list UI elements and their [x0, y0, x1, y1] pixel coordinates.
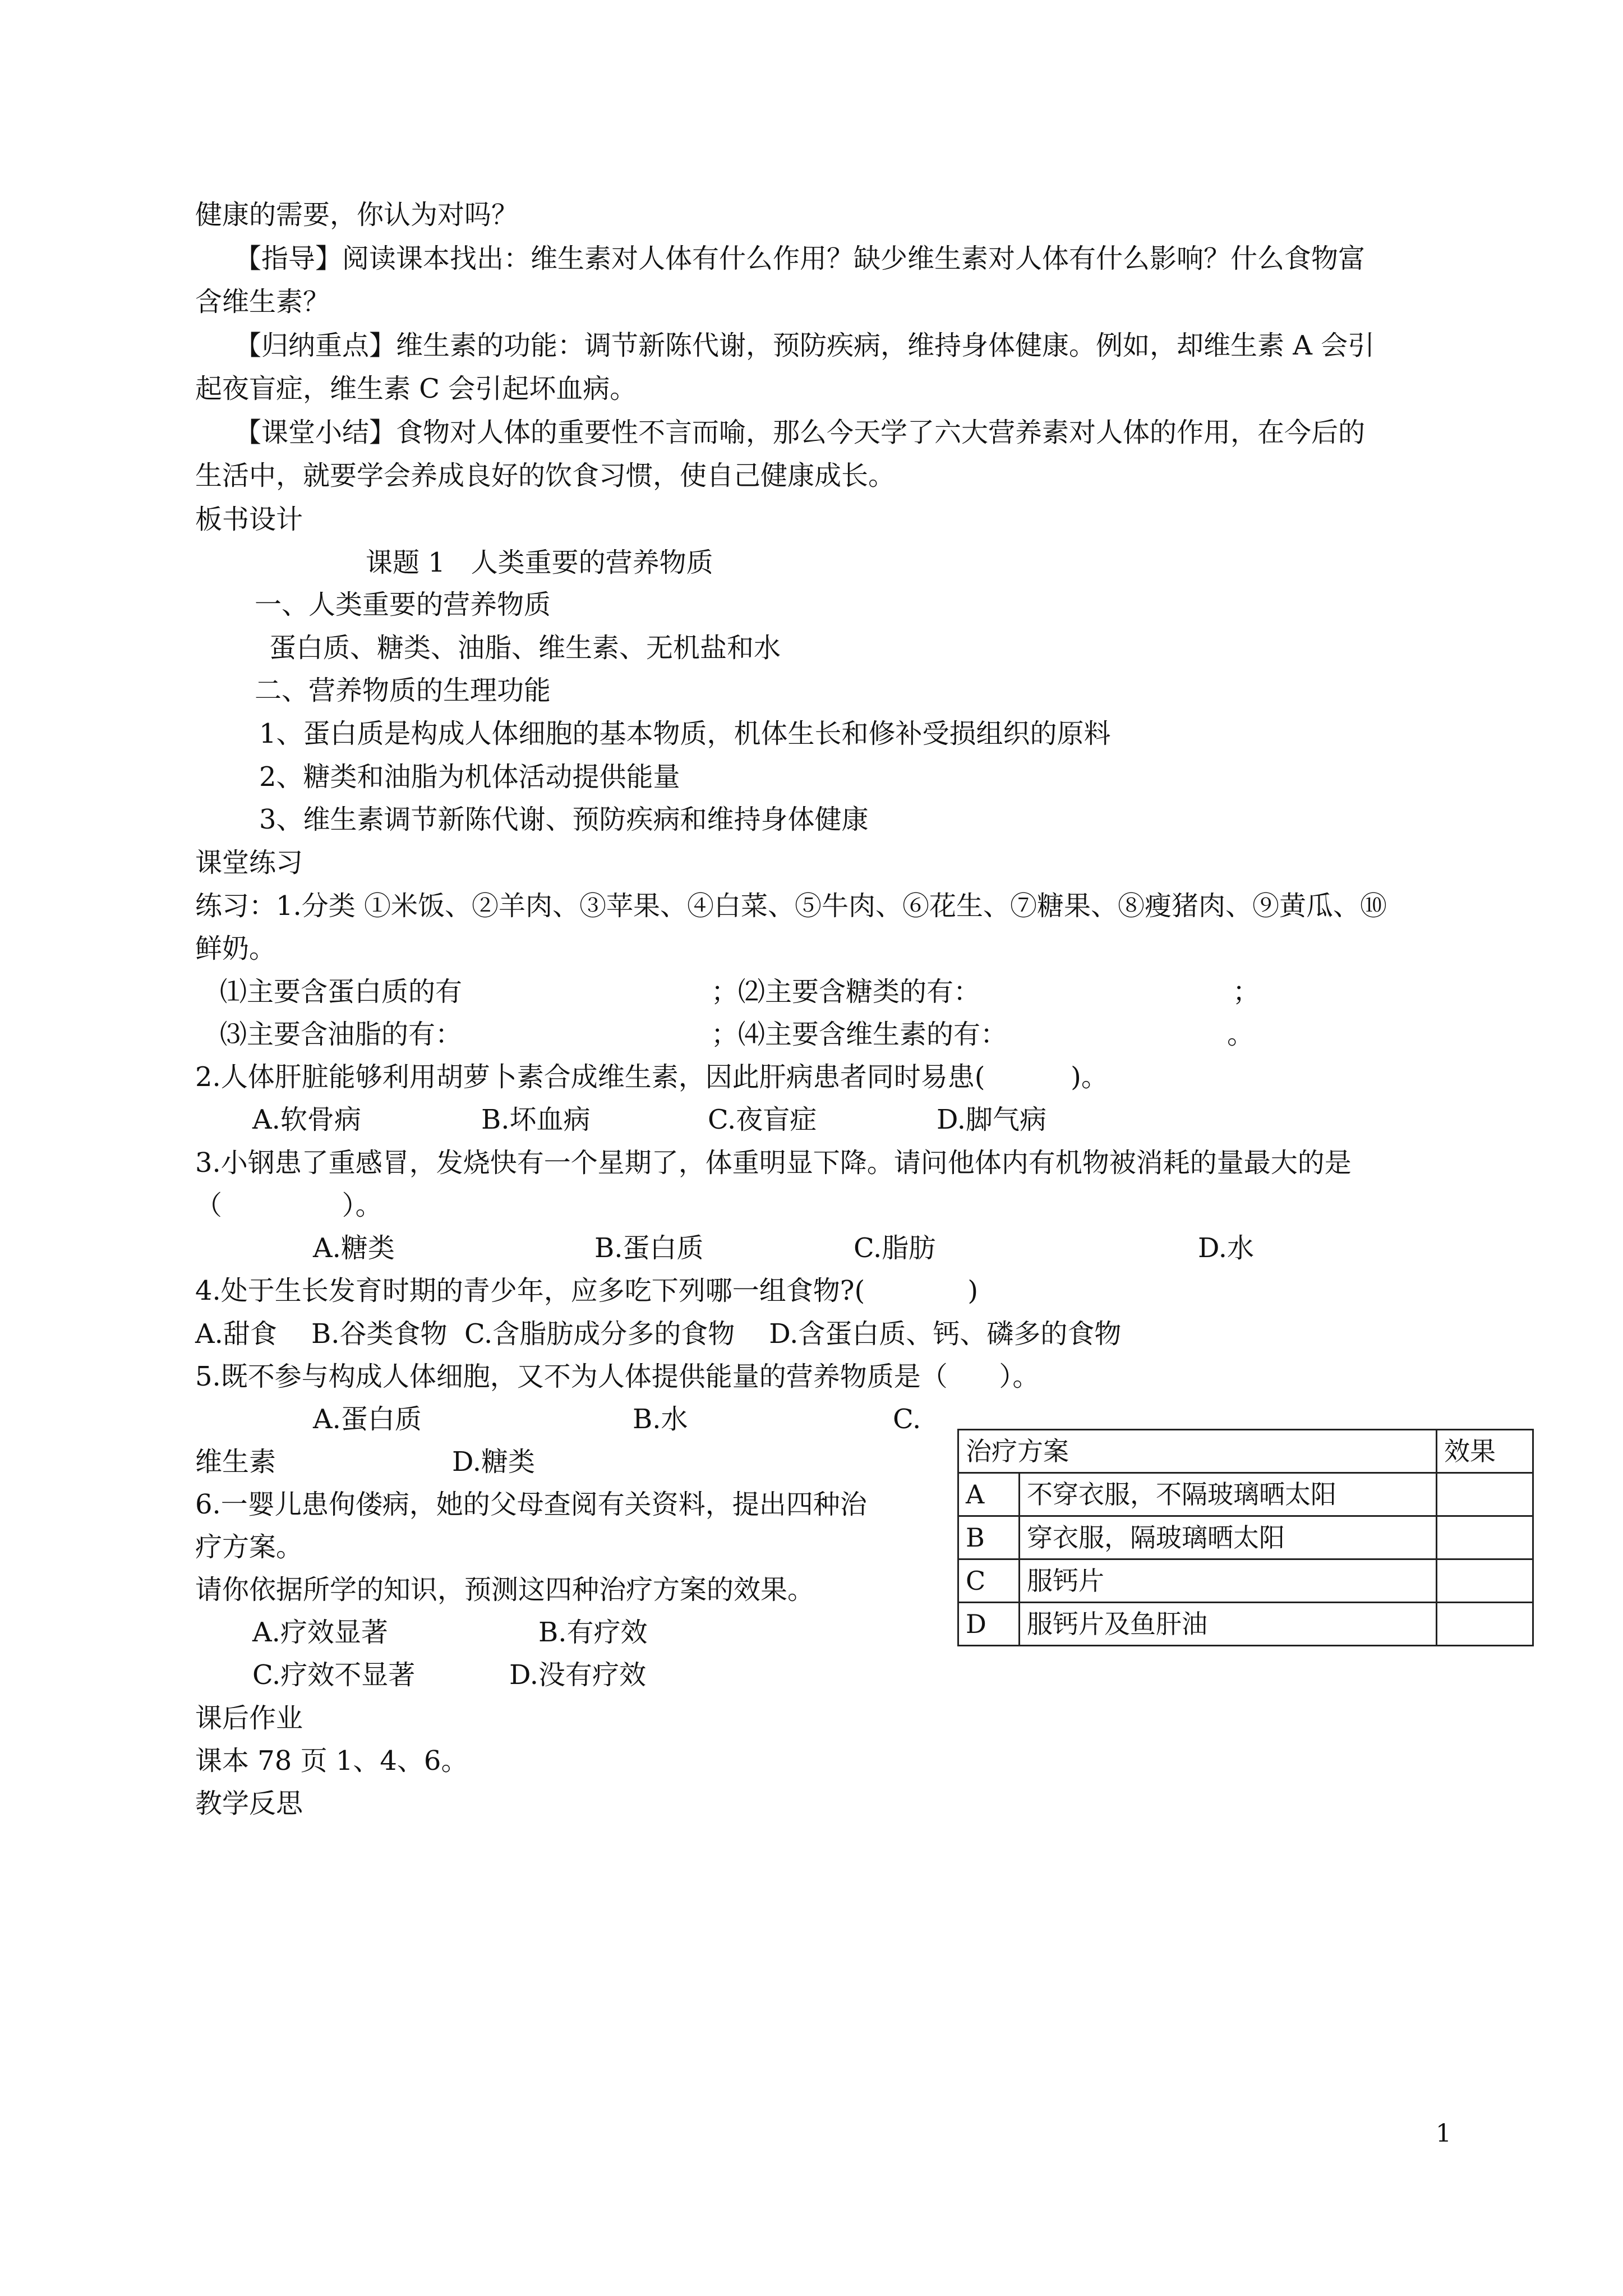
table-row: [958, 1603, 1533, 1646]
option: B.蛋白质: [594, 1232, 704, 1264]
table-row: [958, 1473, 1533, 1516]
text-line: 鲜奶。: [195, 933, 276, 964]
text-line: 二、营养物质的生理功能: [255, 675, 551, 706]
table-header-plan: 治疗方案: [958, 1430, 1437, 1473]
option: A.糖类: [313, 1232, 395, 1264]
row-effect: [1437, 1603, 1533, 1646]
board-title: 课题 1 人类重要的营养物质: [366, 547, 713, 578]
table-row: [958, 1516, 1533, 1559]
question: 2.人体肝脏能够利用胡萝卜素合成维生素，因此肝病患者同时易患( )。: [195, 1061, 1108, 1093]
table-header-effect: 效果: [1437, 1430, 1533, 1473]
text-line: ；⑵主要含糖类的有：: [711, 976, 981, 1007]
text-line: 一、人类重要的营养物质: [255, 589, 551, 620]
question: 4.处于生长发育时期的青少年，应多吃下列哪一组食物?( ): [195, 1275, 979, 1306]
page-number: 1: [1436, 2119, 1451, 2148]
option: 维生素: [195, 1446, 276, 1478]
text-line: 健康的需要，你认为对吗？: [195, 199, 519, 231]
text-line: 3、维生素调节新陈代谢、预防疾病和维持身体健康: [259, 804, 869, 835]
question: 3.小钢患了重感冒，发烧快有一个星期了，体重明显下降。请问他体内有机物被消耗的量最大的是: [195, 1147, 1352, 1179]
treatment-table: [957, 1429, 1534, 1646]
option: D.脚气病: [937, 1104, 1047, 1135]
text-line: ⑴主要含蛋白质的有: [220, 976, 463, 1007]
text-line: 。: [1227, 1019, 1255, 1050]
option: D.水: [1198, 1232, 1255, 1264]
text-line: ；⑷主要含维生素的有：: [711, 1019, 1008, 1050]
row-letter: D: [958, 1603, 1020, 1646]
text-line: （ ）。: [195, 1190, 382, 1221]
row-effect: [1437, 1559, 1533, 1603]
text-line: 【课堂小结】食物对人体的重要性不言而喻，那么今天学了六大营养素对人体的作用，在今后的: [234, 417, 1366, 448]
option: C.夜盲症: [708, 1104, 817, 1135]
text-line: 起夜盲症，维生素 C 会引起坏血病。: [195, 373, 637, 404]
text-line: 疗方案。: [195, 1531, 303, 1563]
text-line: 【指导】阅读课本找出：维生素对人体有什么作用？缺少维生素对人体有什么影响？什么食物富: [234, 243, 1366, 274]
option: B.坏血病: [481, 1104, 591, 1135]
text-line: 【归纳重点】维生素的功能：调节新陈代谢，预防疾病，维持身体健康。例如，却维生素 A 会引: [234, 330, 1375, 361]
option: D.糖类: [452, 1446, 536, 1478]
row-effect: [1437, 1516, 1533, 1559]
row-letter: C: [958, 1559, 1020, 1603]
text-line: 生活中，就要学会养成良好的饮食习惯，使自己健康成长。: [195, 460, 896, 491]
text-line: 请你依据所学的知识，预测这四种治疗方案的效果。: [195, 1574, 815, 1605]
section-heading: 课堂练习: [195, 847, 303, 878]
text-line: ；: [1233, 976, 1260, 1007]
text-line: 2、糖类和油脂为机体活动提供能量: [259, 761, 680, 793]
option: C.脂肪: [854, 1232, 936, 1264]
section-heading: 板书设计: [195, 504, 303, 535]
option: B.有疗效: [538, 1617, 648, 1648]
option: A.软骨病: [252, 1104, 361, 1135]
row-letter: B: [958, 1516, 1020, 1559]
row-plan: 不穿衣服，不隔玻璃晒太阳: [1020, 1473, 1437, 1516]
table-row: [958, 1559, 1533, 1603]
option-line: A.甜食 B.谷类食物 C.含脂肪成分多的食物 D.含蛋白质、钙、磷多的食物: [195, 1318, 1122, 1350]
section-heading: 课后作业: [195, 1703, 303, 1734]
row-letter: A: [958, 1473, 1020, 1516]
option: A.疗效显著: [252, 1617, 388, 1648]
question: 5.既不参与构成人体细胞，又不为人体提供能量的营养物质是（ ）。: [195, 1361, 1040, 1392]
section-heading: 教学反思: [195, 1788, 303, 1819]
text-line: 课本 78 页 1、4、6。: [195, 1745, 468, 1777]
text-line: 1、蛋白质是构成人体细胞的基本物质，机体生长和修补受损组织的原料: [259, 718, 1111, 749]
option: C.疗效不显著: [252, 1659, 416, 1691]
option: C.: [893, 1404, 921, 1435]
row-effect: [1437, 1473, 1533, 1516]
option: D.没有疗效: [509, 1659, 647, 1691]
text-line: 蛋白质、糖类、油脂、维生素、无机盐和水: [269, 632, 781, 664]
question: 6.一婴儿患佝偻病，她的父母查阅有关资料，提出四种治: [195, 1489, 867, 1520]
table-header-row: [958, 1430, 1533, 1473]
row-plan: 穿衣服，隔玻璃晒太阳: [1020, 1516, 1437, 1559]
text-line: 含维生素？: [195, 286, 330, 318]
option: A.蛋白质: [313, 1404, 422, 1435]
row-plan: 服钙片及鱼肝油: [1020, 1603, 1437, 1646]
row-plan: 服钙片: [1020, 1559, 1437, 1603]
option: B.水: [633, 1404, 688, 1435]
text-line: ⑶主要含油脂的有：: [220, 1019, 463, 1050]
text-line: 练习：1.分类 ①米饭、②羊肉、③苹果、④白菜、⑤牛肉、⑥花生、⑦糖果、⑧瘦猪肉、⑨黄瓜、⑩: [195, 890, 1387, 922]
